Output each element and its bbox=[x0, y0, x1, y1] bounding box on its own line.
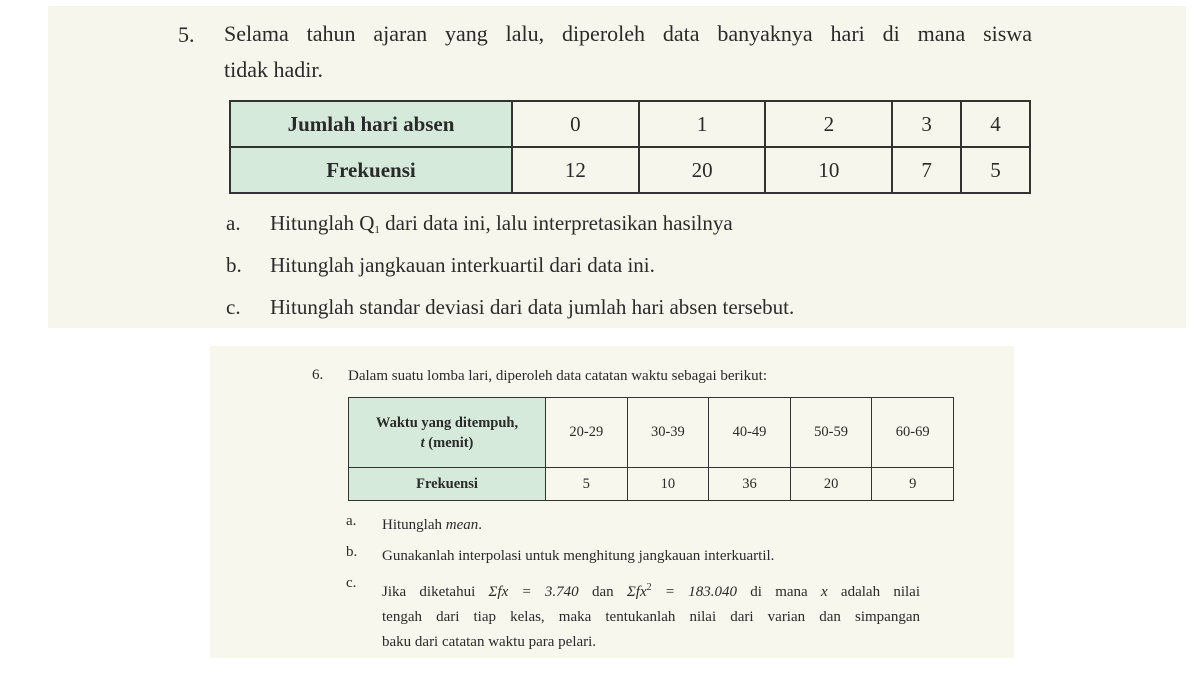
item-text bbox=[270, 211, 733, 236]
question-6-intro: Dalam suatu lomba lari, diperoleh data catatan waktu sebagai berikut: bbox=[348, 368, 768, 384]
table-cell: 9 bbox=[872, 468, 954, 501]
item-text-part: dan bbox=[578, 584, 627, 600]
item-label: c. bbox=[226, 295, 241, 319]
item-text-line: baku dari catatan waktu para pelari. bbox=[382, 634, 597, 650]
item-text bbox=[382, 513, 920, 538]
header-text: Waktu yang ditempuh, bbox=[375, 414, 519, 431]
header-text: (menit) bbox=[424, 434, 474, 451]
table-cell: 4 bbox=[961, 101, 1030, 147]
table-cell: 60-69 bbox=[872, 398, 954, 468]
table-cell: 1 bbox=[639, 101, 766, 147]
formula: = 183.040 bbox=[651, 584, 738, 600]
item-text-part: adalah nilai bbox=[827, 584, 920, 600]
table-row bbox=[349, 398, 954, 468]
table-cell: 12 bbox=[512, 147, 639, 193]
table-cell: 20-29 bbox=[546, 398, 628, 468]
item-text: Hitunglah jangkauan interkuartil dari data ini. bbox=[270, 253, 655, 277]
table-header-cell: Jumlah hari absen bbox=[230, 101, 512, 147]
race-time-frequency-table bbox=[348, 397, 954, 501]
table-row bbox=[349, 468, 954, 501]
table-cell: 20 bbox=[639, 147, 766, 193]
item-label: a. bbox=[226, 211, 241, 235]
absence-frequency-table bbox=[229, 100, 1031, 194]
table-cell: 36 bbox=[709, 468, 791, 501]
item-text-part: di mana bbox=[737, 584, 821, 600]
table-cell: 3 bbox=[892, 101, 961, 147]
table-cell: 30-39 bbox=[627, 398, 709, 468]
table-header-cell bbox=[349, 398, 546, 468]
table-cell: 10 bbox=[765, 147, 892, 193]
table-header-cell: Frekuensi bbox=[349, 468, 546, 501]
item-text: Hitunglah standar deviasi dari data jumlah hari absen tersebut. bbox=[270, 295, 795, 319]
question-5-number: 5. bbox=[178, 22, 195, 47]
table-cell: 10 bbox=[627, 468, 709, 501]
question-5-line-2: tidak hadir. bbox=[224, 57, 323, 82]
question-6-number: 6. bbox=[312, 367, 324, 383]
table-cell: 40-49 bbox=[709, 398, 791, 468]
table-cell: 5 bbox=[961, 147, 1030, 193]
table-row bbox=[230, 101, 1030, 147]
item-text-line: tengah dari tiap kelas, maka tentukanlah nilai dari varian dan simpangan bbox=[382, 609, 920, 625]
item-label: b. bbox=[226, 253, 242, 277]
table-cell: 20 bbox=[790, 468, 872, 501]
question-5-line-1: Selama tahun ajaran yang lalu, diperoleh data banyaknya hari di mana siswa bbox=[224, 21, 1032, 46]
item-label: a. bbox=[346, 513, 357, 529]
table-cell: 50-59 bbox=[790, 398, 872, 468]
item-text bbox=[382, 575, 920, 655]
item-text: Gunakanlah interpolasi untuk menghitung jangkauan interkuartil. bbox=[382, 548, 775, 564]
item-text-part: Hitunglah bbox=[382, 517, 446, 533]
item-text-line bbox=[382, 575, 920, 605]
table-row bbox=[230, 147, 1030, 193]
item-text-part: Jika diketahui bbox=[382, 584, 489, 600]
table-cell: 2 bbox=[765, 101, 892, 147]
superscript: 2 bbox=[646, 582, 652, 593]
item-label: c. bbox=[346, 575, 357, 591]
item-text-part: Hitunglah Q bbox=[270, 211, 375, 235]
table-cell: 0 bbox=[512, 101, 639, 147]
table-cell: 5 bbox=[546, 468, 628, 501]
item-text-part: . bbox=[478, 517, 482, 533]
formula: Σfx bbox=[626, 584, 647, 600]
formula: Σfx = 3.740 bbox=[488, 584, 579, 600]
variable: x bbox=[820, 584, 828, 600]
table-cell: 7 bbox=[892, 147, 961, 193]
table-header-cell: Frekuensi bbox=[230, 147, 512, 193]
subscript: 1 bbox=[374, 224, 380, 236]
variable: t bbox=[420, 434, 425, 451]
emphasis: mean bbox=[445, 517, 479, 533]
item-text-part: dari data ini, lalu interpretasikan hasilnya bbox=[379, 211, 733, 235]
item-label: b. bbox=[346, 544, 358, 560]
